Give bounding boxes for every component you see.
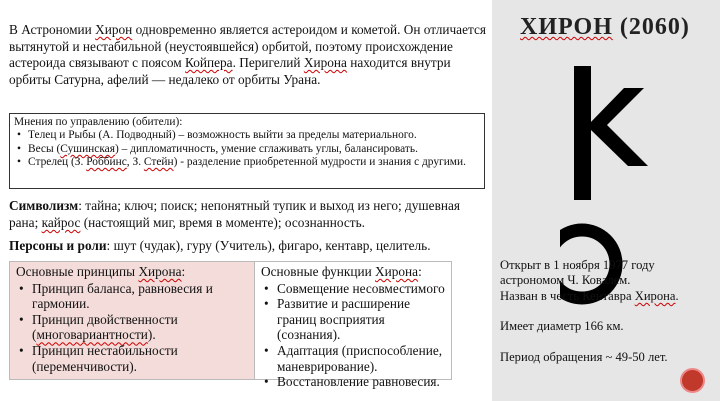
list-item: • Телец и Рыбы (А. Подводный) – возможность выйти за пределы материального. [28,129,480,142]
opinions-list [14,129,480,169]
title-number: (2060) [619,14,690,40]
keyword-chiron-2: Хирона [303,55,347,71]
principles-heading: Основные принципы Хирона: [16,264,186,279]
personas-label: Персоны и роли [9,238,107,253]
symbolism-paragraph: Символизм: тайна; ключ; поиск; непонятный тупик и выход из него; душевная рана; кайрос (настоящий миг, время в моменте); осознанность. [9,198,460,231]
period-text: Период обращения ~ 49-50 лет. [500,349,668,364]
functions-column [255,262,451,390]
title-word: ХИРОН [520,14,613,40]
list-item: • Развитие и расширение границ восприятия (сознания). [277,296,445,343]
intro-paragraph: В Астрономии Хирон одновременно является астероидом и кометой. Он отличается вытянутой и нестабильной (неустоявшейся) орбитой, поэтому происхождение астероида связывают с поясом Койпера. Перигелий Хирона находится внутри орбиты Сатурна, афелий — недалеко от орбиты Урана. [9,22,486,87]
keyword-kuiper: Койпера [185,55,233,71]
named-text: Назван в честь Кентавра Хирона. [500,288,679,303]
list-item: • Адаптация (приспособление, маневрирование). [277,343,445,374]
symbolism-label: Символизм [9,198,79,213]
functions-heading: Основные функции Хирона: [261,264,422,279]
list-item: • Весы (Сушинская) – дипломатичность, умение сглаживать углы, балансировать. [28,143,480,156]
opinions-heading: Мнения по управлению (обители): [14,116,183,128]
principles-functions-table [9,261,452,390]
principles-column [10,262,255,379]
page-title [520,14,690,41]
list-item: • Принцип баланса, равновесия и гармонии. [32,281,248,312]
rulership-opinions-box [9,113,485,189]
discovered-text: Открыт в 1 ноября 1977 году астрономом Ч. Ковалем. [500,258,655,288]
keyword-chiron: Хирон [95,22,133,37]
facts-block [500,258,714,365]
personas-paragraph: Персоны и роли: шут (чудак), гуру (Учитель), фигаро, кентавр, целитель. [9,238,431,253]
list-item: • Принцип нестабильности (переменчивости). [32,343,248,374]
list-item: • Стрелец (З. Роббинс, З. Стейн) - разделение приобретенной мудрости и знания с другими. [28,156,480,169]
list-item: • Восстановление равновесия. [277,374,445,390]
list-item: • Принцип двойственности (многовариантности). [32,312,248,343]
page-number-badge [680,368,705,393]
list-item: • Совмещение несовместимого [277,281,445,297]
diameter-text: Имеет диаметр 166 км. [500,319,624,334]
